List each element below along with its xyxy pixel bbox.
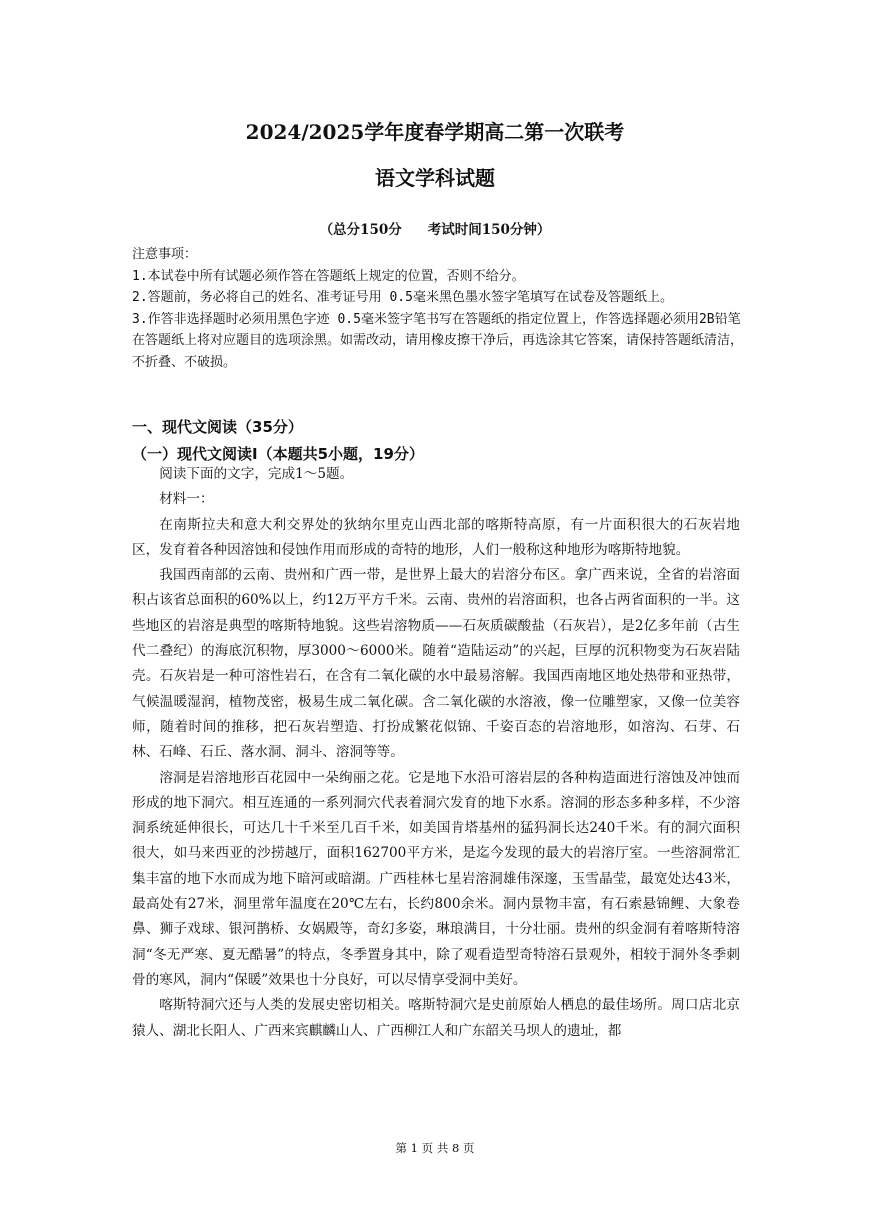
notice-heading: 注意事项： [132,247,198,262]
notice-item: 2.答题前，务必将自己的姓名、准考证号用 0.5毫米黑色墨水签字笔填写在试卷及答题纸上。 [132,290,673,305]
material-label: 材料一： [159,491,214,508]
notice-item: 1.本试卷中所有试题必须作答在答题纸上规定的位置，否则不给分。 [132,268,525,284]
reading-passage [132,462,740,1044]
exam-title: 2024/2025学年度春学期高二第一次联考 [245,120,625,144]
page-footer: 第 1 页 共 8 页 [395,1141,475,1155]
total-score: （总分150分 [319,222,402,238]
notice-block [132,244,752,373]
subsection-heading: （一）现代文阅读Ⅰ（本题共5小题，19分） [132,445,424,463]
exam-subtitle: 语文学科试题 [375,166,495,190]
instruction: 阅读下面的文字，完成1～5题。 [159,466,354,482]
score-and-time [0,218,870,238]
passage-paragraph: 我国西南部的云南、贵州和广西一带，是世界上最大的岩溶分布区。拿广西来说，全省的岩溶面积占该省总面积的60%以上，约12万平方千米。云南、贵州的岩溶面积，也各占两省面积的一半。这些地区的岩溶是典型的喀斯特地貌。这些岩溶物质——石灰质碳酸盐（石灰岩），是2亿多年前（古生代二叠纪）的海底沉积物，厚3000～6000米。随着“造陆运动”的兴起，巨厚的沉积物变为石灰岩陆壳。石灰岩是一种可溶性岩石，在含有二氧化碳的水中最易溶解。我国西南地区地处热带和亚热带，气候温暖湿润，植物茂密，极易生成二氧化碳。含二氧化碳的水溶液，像一位雕塑家，又像一位美容师，随着时间的推移，把石灰岩塑造、打扮成繁花似锦、千姿百态的岩溶地形，如溶沟、石芽、石林、石峰、石丘、落水洞、洞斗、溶洞等等。 [132,567,740,761]
passage-paragraph: 溶洞是岩溶地形百花园中一朵绚丽之花。它是地下水沿可溶岩层的各种构造面进行溶蚀及冲蚀而形成的地下洞穴。相互连通的一系列洞穴代表着洞穴发育的地下水系。溶洞的形态多种多样，不少溶洞系统延伸很长，可达几十千米至几百千米，如美国肯塔基州的猛犸洞长达240千米。有的洞穴面积很大，如马来西亚的沙捞越厅，面积162700平方米，是迄今发现的最大的岩溶厅室。一些溶洞常汇集丰富的地下水而成为地下暗河或暗湖。广西桂林七星岩溶洞雄伟深邃，玉雪晶莹，最宽处达43米，最高处有27米，洞里常年温度在20℃左右，长约800余米。洞内景物丰富，有石索悬锦鲤、大象卷鼻、狮子戏球、银河鹊桥、女娲殿等，奇幻多姿，琳琅满目，十分壮丽。贵州的织金洞有着喀斯特溶洞“冬无严寒、夏无酷暑”的特点，冬季置身其中，除了观看造型奇特溶石景观外，相较于洞外冬季刺骨的寒风，洞内“保暖”效果也十分良好，可以尽情享受洞中美好。 [132,769,740,988]
section-heading: 一、现代文阅读（35分） [132,418,303,436]
passage-paragraph: 喀斯特洞穴还与人类的发展史密切相关。喀斯特洞穴是史前原始人栖息的最佳场所。周口店北京猿人、湖北长阳人、广西来宾麒麟山人、广西柳江人和广东韶关马坝人的遗址，都 [132,997,740,1039]
notice-item: 3.作答非选择题时必须用黑色字迹 0.5毫米签字笔书写在答题纸的指定位置上，作答选择题必须用2B铅笔在答题纸上将对应题目的选项涂黑。如需改动，请用橡皮擦干净后，再选涂其它答案，请保持答题纸清洁，不折叠、不破损。 [132,311,744,370]
passage-paragraph: 在南斯拉夫和意大利交界处的狄纳尔里克山西北部的喀斯特高原，有一片面积很大的石灰岩地区，发育着各种因溶蚀和侵蚀作用而形成的奇特的地形，人们一般称这种地形为喀斯特地貌。 [132,516,740,558]
exam-time: 考试时间150分钟） [427,222,551,238]
